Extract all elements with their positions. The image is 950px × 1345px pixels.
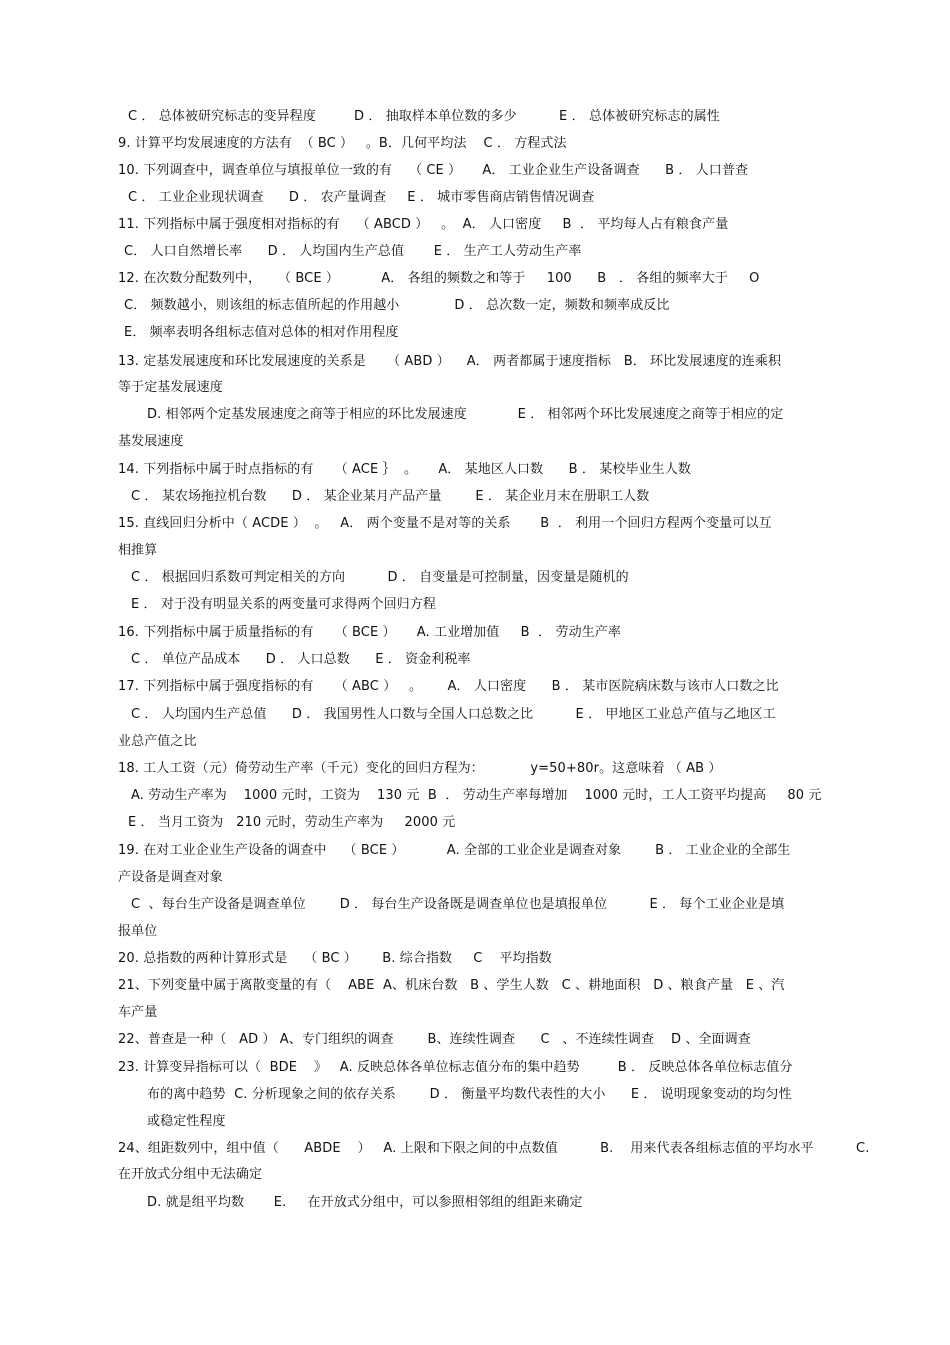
answer-line: C ． 单位产品成本 D ． 人口总数 E ． 资金利税率	[131, 652, 471, 667]
question-line: 19. 在对工业企业生产设备的调查中 （ BCE ） A. 全部的工业企业是调查对象 B ． 工业企业的全部生	[118, 843, 791, 858]
question-line: 22、普查是一种（ AD ） A、专门组织的调查 B、连续性调查 C 、不连续性调查 D 、全面调查	[118, 1032, 751, 1047]
continuation-line: 车产量	[118, 1005, 158, 1020]
question-line: 9. 计算平均发展速度的方法有 （ BC ） 。B．几何平均法 C ． 方程式法	[118, 136, 567, 151]
continuation-line: 报单位	[118, 924, 158, 939]
continuation-line: 布的离中趋势 C. 分析现象之间的依存关系 D ． 衡量平均数代表性的大小 E ． 说明现象变动的均匀性	[147, 1087, 792, 1102]
answer-line: C ． 某农场拖拉机台数 D ． 某企业某月产品产量 E ． 某企业月末在册职工人数	[131, 489, 650, 504]
continuation-line: 相推算	[118, 543, 158, 558]
continuation-line: 或稳定性程度	[147, 1114, 226, 1129]
answer-line: C ． 总体被研究标志的变异程度 D ． 抽取样本单位数的多少 E ． 总体被研究标志的属性	[128, 109, 720, 124]
question-line: 14. 下列指标中属于时点指标的有 （ ACE ｝ 。 A． 某地区人口数 B ． 某校毕业生人数	[118, 462, 691, 477]
continuation-line: 在开放式分组中无法确定	[118, 1167, 263, 1182]
answer-line: A. 劳动生产率为 1000 元时，工资为 130 元 B ． 劳动生产率每增加 1000 元时，工人工资平均提高 80 元	[131, 788, 822, 803]
continuation-line: 业总产值之比	[118, 734, 197, 749]
answer-line: C ． 工业企业现状调查 D ． 农产量调查 E ． 城市零售商店销售情况调查	[128, 190, 595, 205]
answer-line: E ． 当月工资为 210 元时，劳动生产率为 2000 元	[128, 815, 456, 830]
question-line: 10. 下列调查中，调查单位与填报单位一致的有 （ CE ） A． 工业企业生产设备调查 B ． 人口普查	[118, 163, 749, 178]
answer-line: C． 频数越小，则该组的标志值所起的作用越小 D ． 总次数一定，频数和频率成反比	[124, 298, 670, 313]
answer-line: C ． 人均国内生产总值 D ． 我国男性人口数与全国人口总数之比 E ． 甲地区工业总产值与乙地区工	[131, 707, 776, 722]
question-line: 12. 在次数分配数列中， （ BCE ） A． 各组的频数之和等于 100 B ． 各组的频率大于 O	[118, 271, 760, 286]
answer-line: C． 人口自然增长率 D ． 人均国内生产总值 E ． 生产工人劳动生产率	[124, 244, 582, 259]
question-line: 15. 直线回归分析中（ ACDE ） 。 A． 两个变量不是对等的关系 B ． 利用一个回归方程两个变量可以互	[118, 516, 772, 531]
question-line: 17. 下列指标中属于强度指标的有 （ ABC ） 。 A． 人口密度 B ． 某市医院病床数与该市人口数之比	[118, 679, 779, 694]
question-line: 11. 下列指标中属于强度相对指标的有 （ ABCD ） 。 A． 人口密度 B ． 平均每人占有粮食产量	[118, 217, 729, 232]
answer-line: C ． 根据回归系数可判定相关的方向 D ． 自变量是可控制量，因变量是随机的	[131, 570, 629, 585]
question-line: 20. 总指数的两种计算形式是 （ BC ） B. 综合指数 C 平均指数	[118, 951, 552, 966]
answer-line: E ． 对于没有明显关系的两变量可求得两个回归方程	[131, 597, 436, 612]
continuation-line: 产设备是调查对象	[118, 870, 223, 885]
question-line: 16. 下列指标中属于质量指标的有 （ BCE ） A. 工业增加值 B ． 劳动生产率	[118, 625, 621, 640]
answer-line: D. 就是组平均数 E. 在开放式分组中，可以参照相邻组的组距来确定	[147, 1195, 583, 1210]
question-line: 21、下列变量中属于离散变量的有（ ABE A、机床台数 B 、学生人数 C 、耕地面积 D 、粮食产量 E 、汽	[118, 978, 785, 993]
continuation-line: 基发展速度	[118, 434, 184, 449]
answer-line: E． 频率表明各组标志值对总体的相对作用程度	[124, 325, 399, 340]
question-line: 18. 工人工资（元）倚劳动生产率（千元）变化的回归方程为： y=50+80r。这意味着 （ AB ）	[118, 761, 722, 776]
question-line: 24、组距数列中，组中值（ ABDE ） A. 上限和下限之间的中点数值 B. 用来代表各组标志值的平均水平 C.	[118, 1141, 870, 1156]
answer-line: C 、每台生产设备是调查单位 D ． 每台生产设备既是调查单位也是填报单位 E ． 每个工业企业是填	[131, 897, 785, 912]
question-line: 13. 定基发展速度和环比发展速度的关系是 （ ABD ） A． 两者都属于速度指标 B． 环比发展速度的连乘积	[118, 354, 782, 369]
continuation-line: 等于定基发展速度	[118, 380, 223, 395]
answer-line: D. 相邻两个定基发展速度之商等于相应的环比发展速度 E ． 相邻两个环比发展速度之商等于相应的定	[147, 407, 784, 422]
question-line: 23. 计算变异指标可以（ BDE 》 A. 反映总体各单位标志值分布的集中趋势 B ． 反映总体各单位标志值分	[118, 1060, 793, 1075]
